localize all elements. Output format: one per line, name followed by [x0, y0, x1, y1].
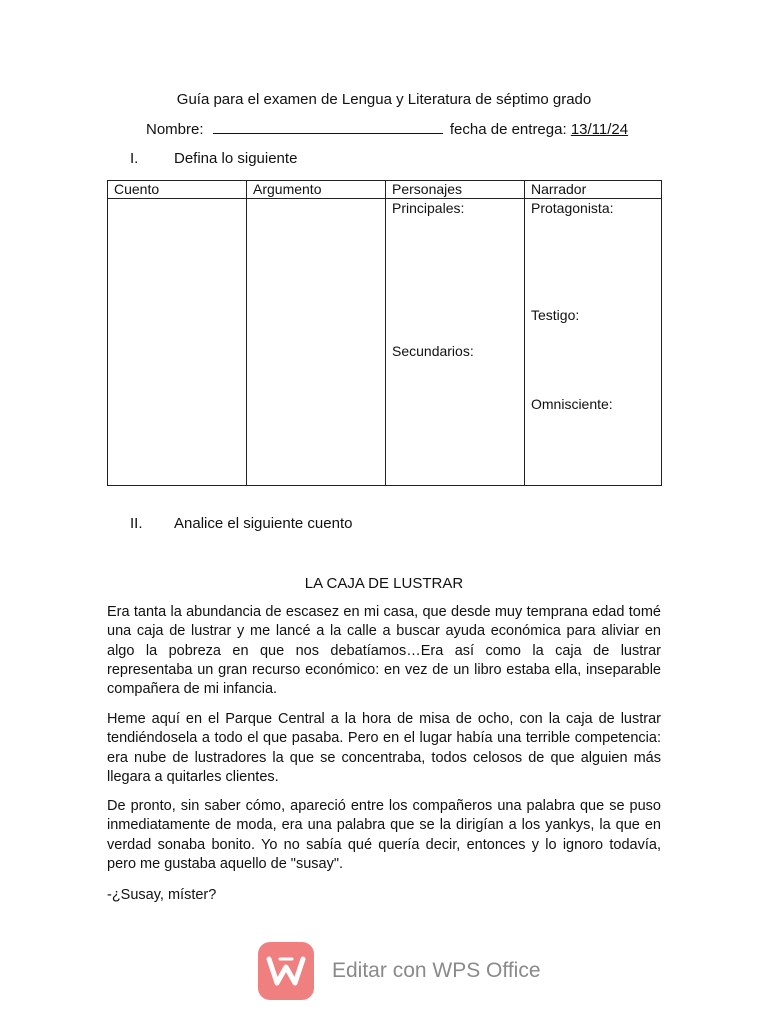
- story-paragraph-4: -¿Susay, míster?: [107, 887, 217, 903]
- section-1-text: Defina lo siguiente: [174, 150, 298, 167]
- document-title: Guía para el examen de Lengua y Literatura de séptimo grado: [176, 91, 592, 108]
- header-argumento: Argumento: [247, 181, 386, 199]
- table-header-row: [108, 181, 662, 199]
- definitions-table: [107, 180, 662, 486]
- cell-argumento[interactable]: [247, 199, 386, 486]
- section-2-number: II.: [130, 515, 143, 532]
- header-personajes: Personajes: [386, 181, 525, 199]
- label-protagonista: Protagonista:: [531, 200, 614, 216]
- cell-narrador[interactable]: [525, 199, 662, 486]
- date-value: 13/11/24: [570, 121, 629, 138]
- story-title: LA CAJA DE LUSTRAR: [304, 575, 464, 592]
- header-cuento: Cuento: [108, 181, 247, 199]
- cell-personajes[interactable]: [386, 199, 525, 486]
- table-body-row: [108, 199, 662, 486]
- label-testigo: Testigo:: [531, 307, 580, 323]
- label-secundarios: Secundarios:: [392, 343, 474, 359]
- section-1-number: I.: [130, 150, 139, 167]
- section-2-heading: [130, 515, 352, 532]
- date-label: fecha de entrega:: [449, 121, 567, 138]
- wps-edit-banner[interactable]: [258, 942, 541, 1000]
- header-narrador: Narrador: [525, 181, 662, 199]
- story-paragraph-1: Era tanta la abundancia de escasez en mi casa, que desde muy temprana edad tomé una caja de lustrar y me lancé a la calle a buscar ayuda económica para aliviar en algo la pobreza en que nos debatíamos…Era así como la caja de lustrar representaba un gran recurso económico: en vez de un libro estaba ella, inseparable compañera de mi infancia.: [107, 604, 661, 698]
- wps-logo-icon[interactable]: [258, 942, 314, 1000]
- name-blank-line: [213, 121, 443, 134]
- label-principales: Principales:: [392, 200, 465, 216]
- label-omnisciente: Omnisciente:: [531, 396, 613, 412]
- section-2-text: Analice el siguiente cuento: [174, 515, 353, 532]
- name-label: Nombre:: [146, 121, 204, 138]
- cell-cuento[interactable]: [108, 199, 247, 486]
- story-paragraph-3: De pronto, sin saber cómo, apareció entre los compañeros una palabra que se puso inmediatamente de moda, era una palabra que se la dirigían a los yankys, la que en verdad sonaba bonito. Yo no sabía qué quería decir, entonces y lo ignoro todavía, pero me gustaba aquello de "susay".: [107, 798, 661, 872]
- wps-edit-link[interactable]: Editar con WPS Office: [332, 959, 541, 982]
- section-1-heading: [130, 150, 297, 167]
- story-paragraph-2: Heme aquí en el Parque Central a la hora de misa de ocho, con la caja de lustrar tendiéndosela a todo el que pasaba. Pero en el lugar había una terrible competencia: era nube de lustradores la que se concentraba, todos celosos de que alguien más llegara a quitarles clientes.: [107, 711, 661, 785]
- name-date-line: [146, 121, 628, 138]
